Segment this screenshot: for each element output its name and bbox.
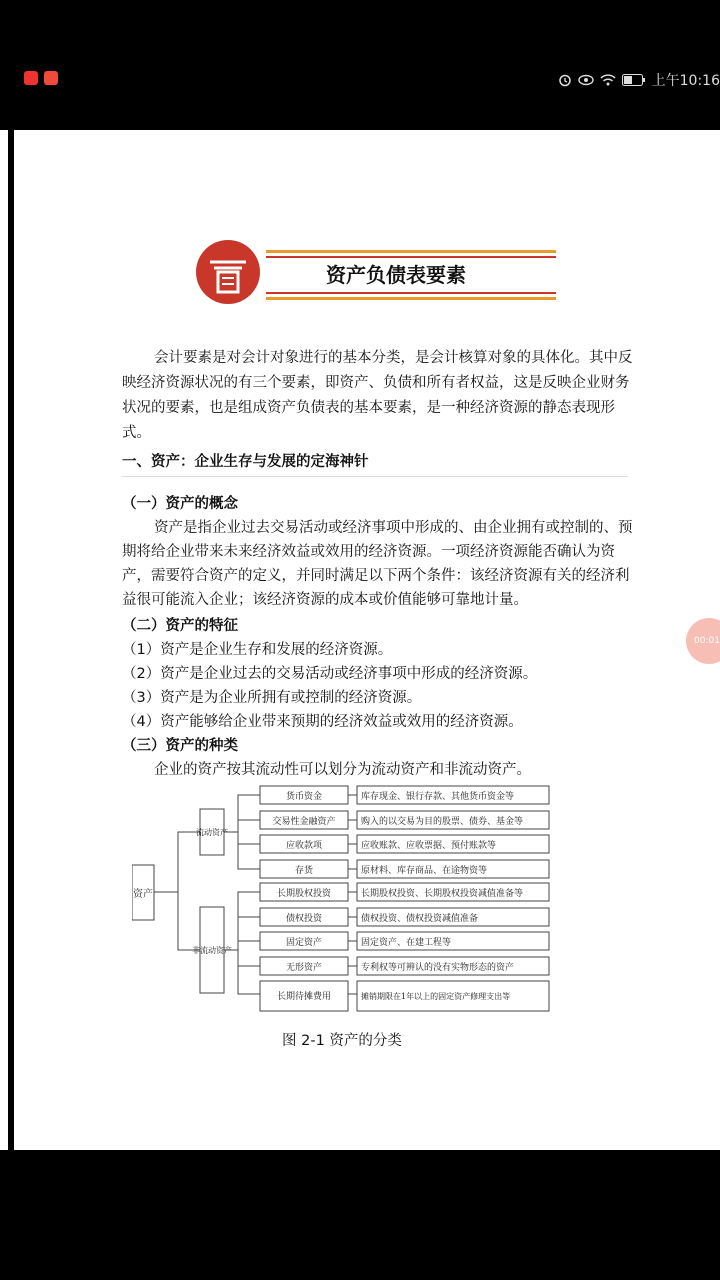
subsection-title: （二）资产的特征 [122, 618, 238, 634]
page-edge [0, 130, 8, 1150]
section-heading: 一、资产：企业生存与发展的定海神针 [122, 454, 369, 470]
diagram-item-name: 固定资产 [285, 938, 323, 948]
diagram-item-desc: 固定资产、在建工程等 [361, 938, 452, 948]
heading-divider [122, 476, 628, 477]
app-notification-icon [44, 71, 58, 85]
notification-icons [24, 71, 58, 85]
section-banner [196, 240, 556, 312]
diagram-group-label: 非流动资产 [192, 946, 232, 955]
subsection-body: 企业的资产按其流动性可以划分为流动资产和非流动资产。 [154, 762, 531, 778]
banner-rule [266, 250, 556, 253]
system-status [558, 70, 720, 90]
wifi-icon [600, 73, 616, 87]
diagram-root-label: 资产 [133, 889, 153, 900]
diagram-item-name: 长期股权投资 [276, 889, 332, 899]
banner-rule [266, 292, 556, 294]
status-bar [0, 0, 720, 130]
diagram-item-name: 债权投资 [285, 914, 323, 924]
clock: 上午10:16 [651, 73, 720, 89]
list-item: （3）资产是为企业所拥有或控制的经济资源。 [122, 690, 422, 706]
eye-icon [578, 73, 594, 87]
banner-rule [266, 256, 556, 258]
diagram-item-name: 应收款项 [285, 841, 323, 851]
diagram-item-name: 货币资金 [285, 792, 323, 802]
list-item: （1）资产是企业生存和发展的经济资源。 [122, 642, 393, 658]
list-item: （2）资产是企业过去的交易活动或经济事项中形成的经济资源。 [122, 666, 538, 682]
banner-title: 资产负债表要素 [326, 263, 466, 287]
list-item: （4）资产能够给企业带来预期的经济效益或效用的经济资源。 [122, 714, 523, 730]
diagram-item-desc: 购入的以交易为目的股票、债券、基金等 [361, 817, 524, 827]
diagram-item-name: 长期待摊费用 [276, 992, 332, 1002]
figure-caption: 图 2-1 资产的分类 [282, 1033, 402, 1049]
diagram-item-desc: 库存现金、银行存款、其他货币资金等 [361, 792, 515, 802]
intro-paragraph: 会计要素是对会计对象进行的基本分类，是会计核算对象的具体化。其中反映经济资源状况的有三个要素，即资产、负债和所有者权益，这是反映企业财务状况的要素，也是组成资产负债表的基本要素，是一种经济资源的静态表现形式。 [122, 350, 633, 441]
logo-icon [196, 240, 260, 304]
diagram-item-desc: 长期股权投资、长期股权投资减值准备等 [361, 889, 524, 899]
diagram-item-desc: 债权投资、债权投资减值准备 [361, 914, 479, 924]
subsection-body: 资产是指企业过去交易活动或经济事项中形成的、由企业拥有或控制的、预期将给企业带来未来经济效益或效用的经济资源。一项经济资源能否确认为资产，需要符合资产的定义，并同时满足以下两个条件：该经济资源有关的经济利益很可能流入企业；该经济资源的成本或价值能够可靠地计量。 [122, 520, 633, 608]
diagram-item-desc: 应收账款、应收票据、预付账款等 [361, 841, 497, 851]
subsection-title: （一）资产的概念 [122, 496, 238, 512]
asset-classification-diagram [132, 785, 572, 1023]
banner-rule [266, 297, 556, 300]
diagram-group-label: 流动资产 [196, 828, 228, 837]
app-notification-icon [24, 71, 38, 85]
floating-timer-button[interactable]: 00:01 [686, 618, 720, 664]
diagram-item-desc: 专利权等可辨认的没有实物形态的资产 [361, 963, 515, 973]
battery-icon [622, 74, 646, 86]
alarm-icon [558, 73, 572, 87]
diagram-item-desc: 原材料、库存商品、在途物资等 [361, 866, 488, 876]
diagram-item-name: 存货 [294, 866, 314, 876]
document-page[interactable] [14, 130, 720, 1150]
diagram-item-desc: 摊销期限在1年以上的固定资产修理支出等 [361, 992, 511, 1001]
bottom-black-area [0, 1150, 720, 1280]
diagram-item-name: 无形资产 [285, 963, 323, 973]
subsection-title: （三）资产的种类 [122, 738, 238, 754]
diagram-item-name: 交易性金融资产 [272, 817, 336, 827]
